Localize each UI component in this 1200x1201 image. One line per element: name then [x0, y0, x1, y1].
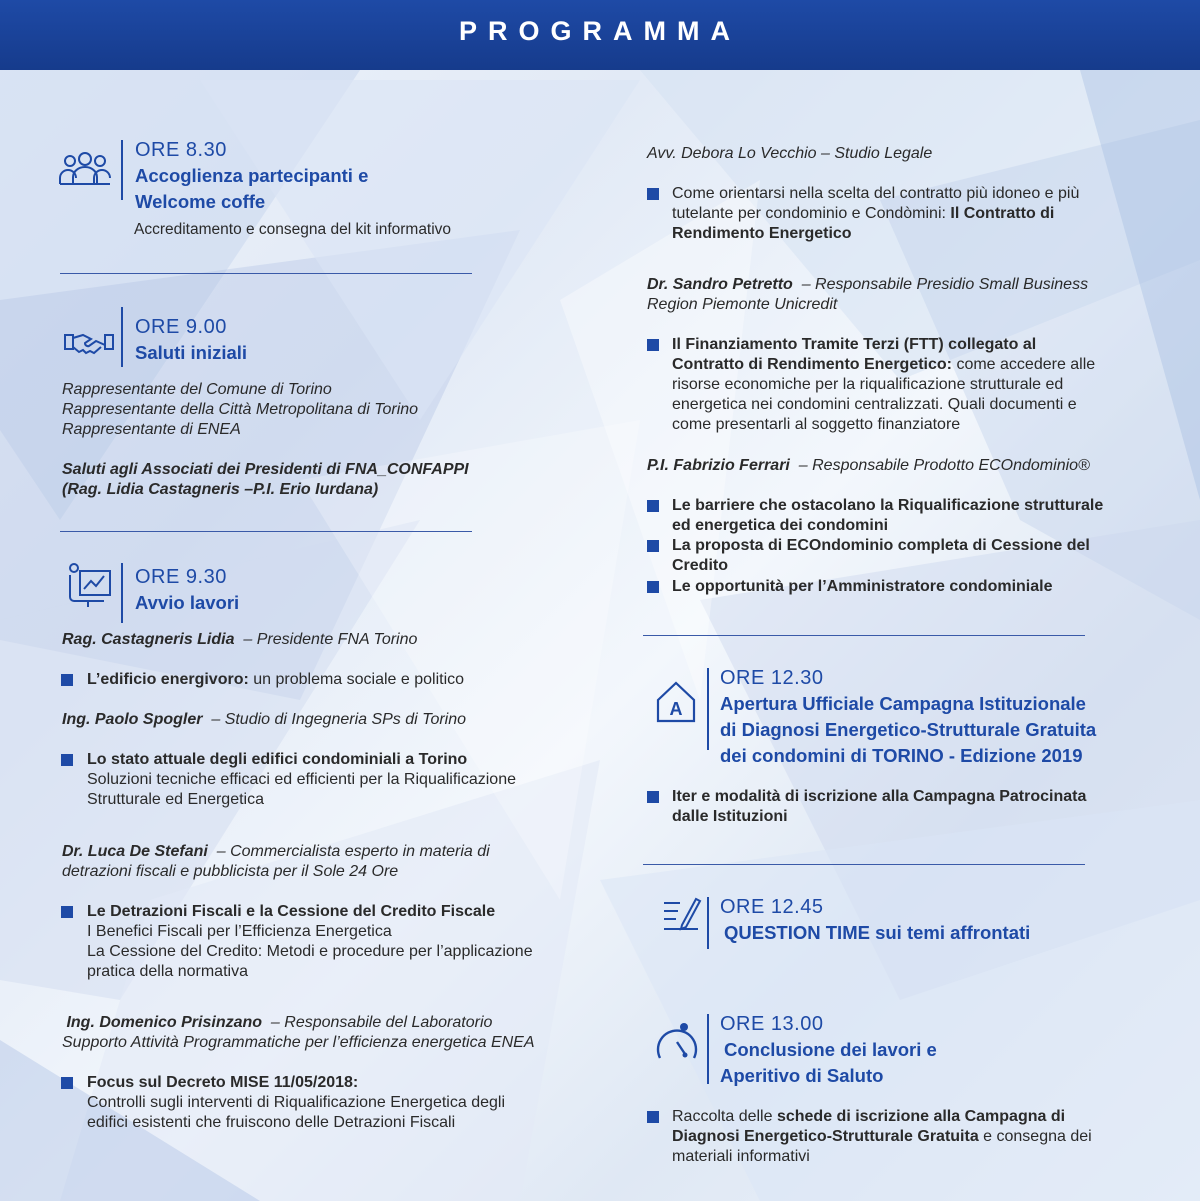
handshake-icon [64, 330, 114, 356]
speaker-role: – Responsabile Presidio Small Business [801, 276, 1089, 293]
speaker [62, 710, 466, 730]
bullet-item: Raccolta delle schede di iscrizione alla Campagna di Diagnosi Energetico-Strutturale Gratuita e consegna dei materiali informativi [672, 1108, 1092, 1165]
gauge-clock-icon [654, 1020, 700, 1064]
speaker-role: – Studio di Ingegneria SPs di Torino [211, 711, 467, 728]
bullet-square [647, 339, 659, 351]
section-title [135, 163, 368, 215]
house-a-icon [655, 680, 697, 724]
section-title-line: Welcome coffe [135, 191, 266, 212]
bullet-item: Il Finanziamento Tramite Terzi (FTT) collegato al Contratto di Rendimento Energetico: come accedere alle risorse economiche per la riqualificazione strutturale ed energetica nei condomini centralizzati. Quali documenti e come presentarli al soggetto finanziatore [672, 336, 1096, 433]
speaker: Ing. Domenico Prisinzano – Responsabile del Laboratorio Supporto Attività Programmatiche per l’efficienza energetica ENEA [62, 1014, 535, 1051]
speaker-name: Ing. Domenico Prisinzano [66, 1014, 263, 1031]
bullet-square [61, 1077, 73, 1089]
speaker-role: – Responsabile Prodotto ECOndominio® [798, 457, 1090, 474]
section-divider-line [707, 897, 709, 949]
speaker-role: – Studio Legale [821, 145, 933, 162]
bullet-square [647, 1111, 659, 1123]
section-title: Saluti iniziali [135, 342, 248, 363]
presentation-chart-icon [66, 561, 112, 609]
bullet-item: L’edificio energivoro: un problema sociale e politico [87, 671, 465, 688]
speaker: Dr. Sandro Petretto – Responsabile Presidio Small Business Region Piemonte Unicredit [647, 276, 1089, 313]
people-group-icon [58, 152, 112, 186]
speaker-role: – Responsabile del Laboratorio [270, 1014, 493, 1031]
bullet-square [647, 500, 659, 512]
representative: Rappresentante di ENEA [62, 421, 241, 438]
bullet-square [647, 188, 659, 200]
section-divider-line [121, 307, 123, 367]
separator [60, 273, 472, 274]
bullet-square [647, 540, 659, 552]
speaker [647, 144, 932, 164]
speaker [62, 630, 417, 650]
separator [643, 864, 1085, 865]
section-divider-line [707, 1014, 709, 1084]
section-title: Conclusione dei lavori e Aperitivo di Saluto [720, 1039, 937, 1086]
time-label: ORE 13.00 [720, 1013, 824, 1035]
section-title: Avvio lavori [135, 592, 240, 613]
bullet-square [61, 754, 73, 766]
time-label: ORE 9.00 [135, 316, 227, 338]
speaker-name: P.I. Fabrizio Ferrari [647, 457, 790, 474]
bullet-item: Iter e modalità di iscrizione alla Campagna Patrocinata dalle Istituzioni [672, 788, 1087, 825]
bullet-item: Come orientarsi nella scelta del contratto più idoneo e più tutelante per condominio e Condòmini: Il Contratto di Rendimento Energetico [672, 185, 1080, 242]
time-label: ORE 9.30 [135, 566, 227, 588]
section-divider-line [121, 563, 123, 623]
bullet-item: La proposta di ECOndominio completa di Cessione del Credito [672, 537, 1090, 574]
speaker-role: – Presidente FNA Torino [243, 631, 418, 648]
section-divider-line [707, 668, 709, 750]
greetings-note: Saluti agli Associati dei Presidenti di FNA_CONFAPPI (Rag. Lidia Castagneris –P.I. Erio Iurdana) [62, 461, 469, 498]
time-label: ORE 12.30 [720, 667, 824, 689]
speaker-name: Dr. Sandro Petretto [647, 276, 793, 293]
bullet-square [647, 581, 659, 593]
section-title: QUESTION TIME sui temi affrontati [724, 922, 1031, 943]
bullet-item: Le opportunità per l’Amministratore condominiale [672, 578, 1053, 595]
time-label: ORE 12.45 [720, 896, 824, 918]
section-title-line: Accoglienza partecipanti e [135, 165, 369, 186]
speaker-name: Rag. Castagneris Lidia [62, 631, 235, 648]
bullet-item: Focus sul Decreto MISE 11/05/2018: Controlli sugli interventi di Riqualificazione Energetica degli edifici esistenti che fruiscono delle Detrazioni Fiscali [87, 1074, 505, 1131]
speaker-name: Dr. Luca De Stefani [62, 843, 208, 860]
bullet-item: Le Detrazioni Fiscali e la Cessione del Credito Fiscale I Benefici Fiscali per l’Efficienza Energetica La Cessione del Credito: Metodi e procedure per l’applicazione pratica della normativa [87, 903, 533, 980]
section-description: Accreditamento e consegna del kit informativo [134, 221, 452, 238]
bullet-item: Le barriere che ostacolano la Riqualificazione strutturale ed energetica dei condomini [672, 497, 1104, 534]
section-title: Apertura Ufficiale Campagna Istituzionale di Diagnosi Energetico-Strutturale Gratuita dei condomini di TORINO - Edizione 2019 [720, 693, 1097, 766]
time-label: ORE 8.30 [135, 139, 227, 161]
bullet-square [647, 791, 659, 803]
representatives-list [62, 380, 418, 440]
speaker-name: Ing. Paolo Spogler [62, 711, 203, 728]
page-title: PROGRAMMA [459, 16, 741, 46]
svg-text:A: A [669, 699, 683, 719]
pen-document-icon [662, 895, 702, 933]
speaker-name: Avv. Debora Lo Vecchio [647, 145, 817, 162]
speaker [647, 456, 1090, 476]
representative: Rappresentante del Comune di Torino [62, 381, 332, 398]
bullet-square [61, 674, 73, 686]
separator [643, 635, 1085, 636]
header-bar [0, 0, 1200, 70]
bullet-square [61, 906, 73, 918]
separator [60, 531, 472, 532]
bullet-item: Lo stato attuale degli edifici condominiali a Torino Soluzioni tecniche efficaci ed efficienti per la Riqualificazione Strutturale ed Energetica [87, 751, 516, 808]
speaker: Dr. Luca De Stefani – Commercialista esperto in materia di detrazioni fiscali e pubblicista per il Sole 24 Ore [62, 843, 490, 880]
representative: Rappresentante della Città Metropolitana di Torino [62, 401, 419, 418]
speaker-role: – Commercialista esperto in materia di [216, 843, 490, 860]
section-divider-line [121, 140, 123, 200]
